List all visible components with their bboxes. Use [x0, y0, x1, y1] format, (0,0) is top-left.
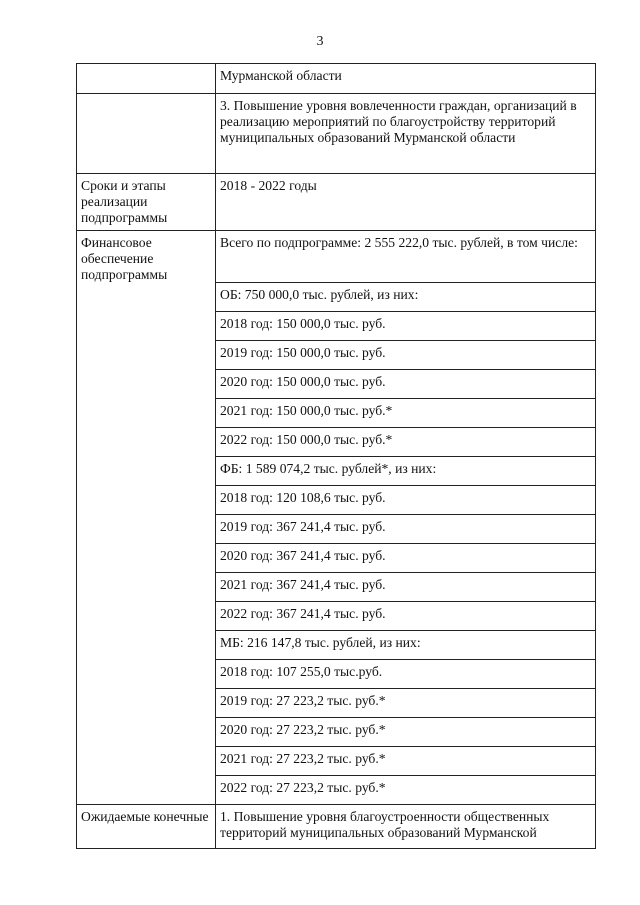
mb-header-cell: МБ: 216 147,8 тыс. рублей, из них: [216, 631, 596, 660]
ob-year-cell: 2022 год: 150 000,0 тыс. руб.* [216, 428, 596, 457]
finance-total-cell: Всего по подпрограмме: 2 555 222,0 тыс. рублей, в том числе: [216, 231, 596, 283]
terms-value-cell: 2018 - 2022 годы [216, 174, 596, 231]
fb-year-cell: 2022 год: 367 241,4 тыс. руб. [216, 602, 596, 631]
ob-year-cell: 2018 год: 150 000,0 тыс. руб. [216, 312, 596, 341]
mb-year-cell: 2022 год: 27 223,2 тыс. руб.* [216, 776, 596, 805]
goal-3-cell: 3. Повышение уровня вовлеченности граждан, организаций в реализацию мероприятий по благоустройству территорий муниципальных образований Мурманской области [216, 94, 596, 174]
fb-year-cell: 2021 год: 367 241,4 тыс. руб. [216, 573, 596, 602]
fb-year-cell: 2018 год: 120 108,6 тыс. руб. [216, 486, 596, 515]
mb-year-cell: 2019 год: 27 223,2 тыс. руб.* [216, 689, 596, 718]
results-value-cell: 1. Повышение уровня благоустроенности общественных территорий муниципальных образований Мурманской [216, 805, 596, 849]
ob-year-cell: 2020 год: 150 000,0 тыс. руб. [216, 370, 596, 399]
results-label-cell: Ожидаемые конечные [77, 805, 216, 849]
fb-year-cell: 2019 год: 367 241,4 тыс. руб. [216, 515, 596, 544]
ob-year-cell: 2019 год: 150 000,0 тыс. руб. [216, 341, 596, 370]
page-number: 3 [316, 34, 324, 49]
table-row [77, 805, 596, 849]
mb-year-cell: 2021 год: 27 223,2 тыс. руб.* [216, 747, 596, 776]
fb-header-cell: ФБ: 1 589 074,2 тыс. рублей*, из них: [216, 457, 596, 486]
table-cell-empty [77, 94, 216, 174]
region-tail-cell: Мурманской области [216, 64, 596, 94]
table-row [77, 64, 596, 94]
table-cell-empty [77, 64, 216, 94]
fb-year-cell: 2020 год: 367 241,4 тыс. руб. [216, 544, 596, 573]
table-row [77, 94, 596, 174]
terms-label-cell: Сроки и этапы реализации подпрограммы [77, 174, 216, 231]
subprogram-passport-table [76, 63, 596, 849]
table-row [77, 174, 596, 231]
table-row [77, 231, 596, 283]
finance-label-cell: Финансовое обеспечение подпрограммы [77, 231, 216, 805]
ob-header-cell: ОБ: 750 000,0 тыс. рублей, из них: [216, 283, 596, 312]
ob-year-cell: 2021 год: 150 000,0 тыс. руб.* [216, 399, 596, 428]
mb-year-cell: 2020 год: 27 223,2 тыс. руб.* [216, 718, 596, 747]
mb-year-cell: 2018 год: 107 255,0 тыс.руб. [216, 660, 596, 689]
